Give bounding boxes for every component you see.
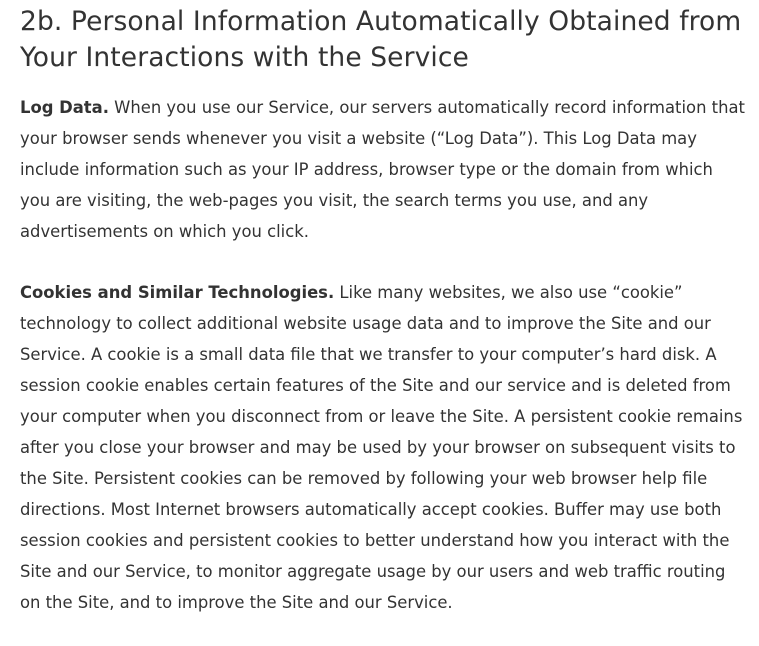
log-data-text: When you use our Service, our servers automatically record information that your browser sends whenever you visit a website (“Log Data”). This Log Data may include information such as your IP address, browser type or the domain from which you are visiting, the web-pages you visit, the search terms you use, and any advertisements on which you click.	[20, 98, 745, 241]
section-heading: 2b. Personal Information Automatically Obtained from Your Interactions with the Service	[20, 6, 742, 73]
cookies-paragraph	[20, 277, 748, 618]
policy-section	[20, 4, 748, 618]
log-data-label: Log Data.	[20, 98, 109, 117]
log-data-paragraph	[20, 92, 748, 247]
cookies-text: Like many websites, we also use “cookie” technology to collect additional website usage data and to improve the Site and our Service. A cookie is a small data file that we transfer to your computer’s hard disk. A session cookie enables certain features of the Site and our service and is deleted from your computer when you disconnect from or leave the Site. A persistent cookie remains after you close your browser and may be used by your browser on subsequent visits to the Site. Persistent cookies can be removed by following your web browser help file directions. Most Internet browsers automatically accept cookies. Buffer may use both session cookies and persistent cookies to better understand how you interact with the Site and our Service, to monitor aggregate usage by our users and web traffic routing on the Site, and to improve the Site and our Service.	[20, 283, 743, 612]
cookies-label: Cookies and Similar Technologies.	[20, 283, 335, 302]
